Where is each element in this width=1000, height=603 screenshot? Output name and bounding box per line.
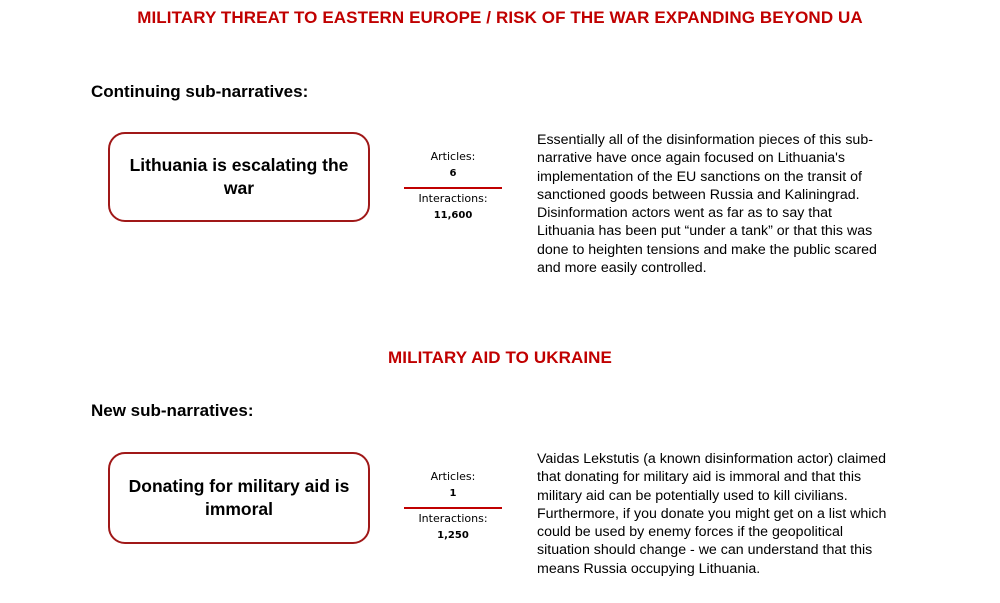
articles-count: 6 (449, 168, 457, 179)
articles-count: 1 (449, 488, 457, 499)
interactions-count: 11,600 (433, 210, 473, 221)
subheading-new: New sub-narratives: (91, 401, 254, 420)
stats-block (404, 470, 502, 543)
subheading-continuing: Continuing sub-narratives: (91, 82, 309, 101)
section-heading: MILITARY AID TO UKRAINE (388, 348, 612, 367)
interactions-label: Interactions: (418, 192, 488, 205)
narrative-title: Donating for military aid is immoral (128, 476, 350, 519)
narrative-title: Lithuania is escalating the war (129, 155, 349, 198)
stats-divider (404, 187, 502, 189)
narrative-description: Vaidas Lekstutis (a known disinformation actor) claimed that donating for military aid is immoral and that this military aid can be potentially used to kill civilians. Furthermore, if you donate you might get on a list which could be used by enemy forces if the geopolitical situation should change - we can understand that this means Russia occupying Lithuania. (537, 451, 887, 577)
narrative-box (108, 132, 370, 222)
stats-block (404, 150, 502, 223)
section-heading: MILITARY THREAT TO EASTERN EUROPE / RISK OF THE WAR EXPANDING BEYOND UA (137, 8, 863, 27)
articles-label: Articles: (430, 470, 476, 483)
narrative-description: Essentially all of the disinformation pieces of this sub-narrative have once again focused on Lithuania's implementation of the EU sanctions on the transit of sanctioned goods between Russia and Kaliningrad. Disinformation actors went as far as to say that Lithuania has been put “under a tank” or that this was done to heighten tensions and make the public scared and more easily controlled. (537, 132, 877, 277)
interactions-label: Interactions: (418, 512, 488, 525)
stats-divider (404, 507, 502, 509)
articles-label: Articles: (430, 150, 476, 163)
narrative-box (108, 452, 370, 544)
interactions-count: 1,250 (437, 530, 469, 541)
